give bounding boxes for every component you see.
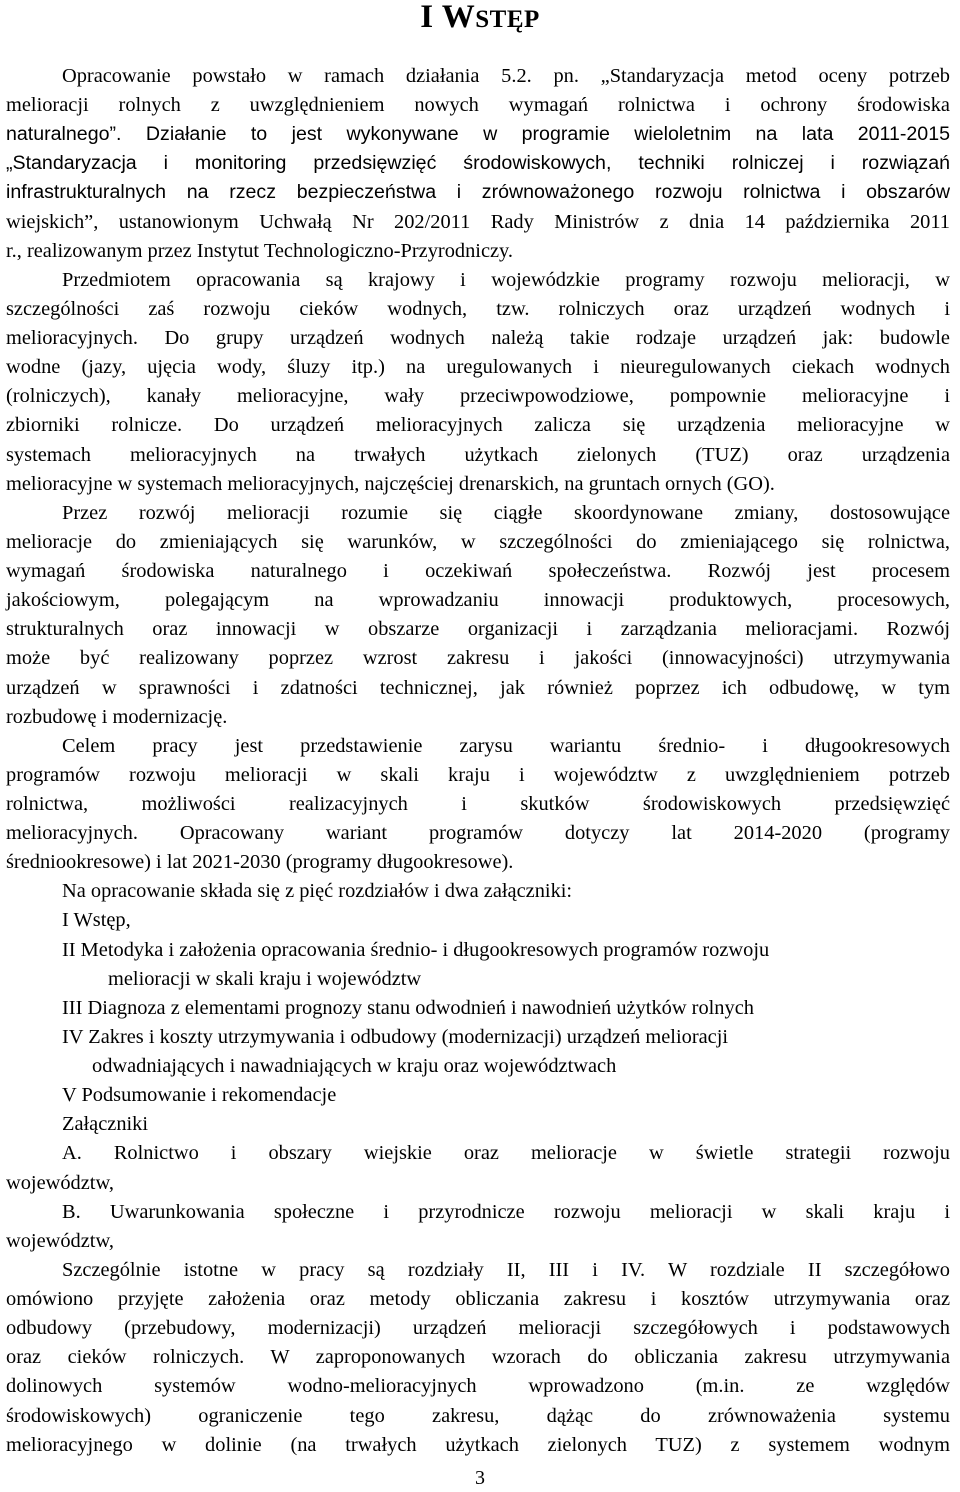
text-line: może być realizowany poprzez wzrost zakresu i jakości (innowacyjności) utrzymywania xyxy=(6,647,950,670)
text-line: naturalnego”. Działanie to jest wykonywane w programie wieloletnim na lata 2011-2015 xyxy=(6,123,950,146)
text-line: szczególności zaś rozwoju cieków wodnych, tzw. rolniczych oraz urządzeń wodnych i xyxy=(6,297,950,320)
text-line: „Standaryzacja i monitoring przedsięwzięć środowiskowych, techniki rolniczej i rozwiązań xyxy=(6,152,950,175)
text-line: (rolniczych), kanały melioracyjne, wały przeciwpowodziowe, pompownie melioracyjne i xyxy=(6,385,950,408)
text-line: odbudowy (przebudowy, modernizacji) urządzeń melioracji szczegółowych i podstawowych xyxy=(6,1317,950,1340)
text-line: Przez rozwój melioracji rozumie się ciągłe skoordynowane zmiany, dostosowujące xyxy=(62,501,950,524)
text-line: I Wstęp, xyxy=(62,909,131,932)
text-line: r., realizowanym przez Instytut Technologiczno-Przyrodniczy. xyxy=(6,239,514,262)
text-line: średniookresowe) i lat 2021-2030 (programy długookresowe). xyxy=(6,851,514,874)
text-line: infrastrukturalnych na rzecz bezpieczeństwa i zrównoważonego rozwoju rolnictwa i obszarów xyxy=(6,181,950,204)
text-line: wodne (jazy, ujęcia wody, śluzy itp.) na uregulowanych i nieuregulowanych ciekach wodnych xyxy=(6,356,950,379)
text-line: melioracyjnych. Do grupy urządzeń wodnych należą takie rodzaje urządzeń jak: budowle xyxy=(6,327,950,350)
text-line: IV Zakres i koszty utrzymywania i odbudowy (modernizacji) urządzeń melioracji xyxy=(62,1025,729,1048)
title-word-first-letter: W xyxy=(441,0,476,35)
text-line: Na opracowanie składa się z pięć rozdziałów i dwa załączniki: xyxy=(62,880,573,903)
text-line: melioracyjne w systemach melioracyjnych, najczęściej drenarskich, na gruntach ornych (GO). xyxy=(6,472,775,495)
page-title xyxy=(0,0,960,39)
text-line: B. Uwarunkowania społeczne i przyrodnicze rozwoju melioracji w skali kraju i xyxy=(62,1200,950,1223)
text-line: Załączniki xyxy=(62,1113,149,1136)
text-line: A. Rolnictwo i obszary wiejskie oraz melioracje w świetle strategii rozwoju xyxy=(62,1142,950,1165)
title-word-rest: STĘP xyxy=(475,6,540,33)
text-line: melioracje do zmieniających się warunków, w szczególności do zmieniającego się rolnictwa, xyxy=(6,530,950,553)
text-line: odwadniających i nawadniających w kraju oraz województwach xyxy=(92,1055,617,1078)
text-line: jakościowym, polegającym na wprowadzaniu innowacji produktowych, procesowych, xyxy=(6,589,950,612)
text-line: programów rozwoju melioracji w skali kraju i województw z uwzględnieniem potrzeb xyxy=(6,763,950,786)
text-line: V Podsumowanie i rekomendacje xyxy=(62,1084,337,1107)
text-line: Celem pracy jest przedstawienie zarysu wariantu średnio- i długookresowych xyxy=(62,734,950,757)
text-line: województw, xyxy=(6,1171,114,1194)
text-line: oraz cieków rolniczych. W zaproponowanych wzorach do obliczania zakresu utrzymywania xyxy=(6,1346,950,1369)
text-line: Szczególnie istotne w pracy są rozdziały II, III i IV. W rozdziale II szczegółowo xyxy=(62,1258,950,1281)
text-line: środowiskowych) ograniczenie tego zakresu, dążąc do zrównoważenia systemu xyxy=(6,1404,950,1427)
text-line: województw, xyxy=(6,1229,114,1252)
text-line: strukturalnych oraz innowacji w obszarze organizacji i zarządzania melioracjami. Rozwój xyxy=(6,618,950,641)
text-line: dolinowych systemów wodno-melioracyjnych wprowadzono (m.in. ze względów xyxy=(6,1375,950,1398)
text-line: wiejskich”, ustanowionym Uchwałą Nr 202/2011 Rady Ministrów z dnia 14 października 2011 xyxy=(6,210,950,233)
text-line: urządzeń w sprawności i zdatności technicznej, jak również poprzez ich odbudowę, w tym xyxy=(6,676,950,699)
text-line: rolnictwa, możliwości realizacyjnych i skutków środowiskowych przedsięwzięć xyxy=(6,793,950,815)
text-line: omówiono przyjęte założenia oraz metody obliczania zakresu i kosztów utrzymywania oraz xyxy=(6,1288,950,1311)
text-line: systemach melioracyjnych na trwałych użytkach zielonych (TUZ) oraz urządzenia xyxy=(6,443,950,466)
text-line: Przedmiotem opracowania są krajowy i wojewódzkie programy rozwoju melioracji, w xyxy=(62,268,950,291)
text-line: III Diagnoza z elementami prognozy stanu odwodnień i nawodnień użytków rolnych xyxy=(62,996,754,1019)
text-line: melioracyjnego w dolinie (na trwałych użytkach zielonych TUZ) z systemem wodnym xyxy=(6,1433,950,1456)
text-line: melioracji rolnych z uwzględnieniem nowych wymagań rolnictwa i ochrony środowiska xyxy=(6,94,950,117)
text-line: melioracyjnych. Opracowany wariant programów dotyczy lat 2014-2020 (programy xyxy=(6,822,950,845)
text-line: melioracji w skali kraju i województw xyxy=(108,967,422,990)
text-line: rozbudowę i modernizację. xyxy=(6,705,228,728)
text-line: Opracowanie powstało w ramach działania 5.2. pn. „Standaryzacja metod oceny potrzeb xyxy=(62,65,950,87)
title-numeral: I xyxy=(420,0,434,35)
text-line: II Metodyka i założenia opracowania średnio- i długookresowych programów rozwoju xyxy=(62,938,770,961)
text-line: wymagań środowiska naturalnego i oczekiwań społeczeństwa. Rozwój jest procesem xyxy=(6,560,950,583)
text-line: zbiorniki rolnicze. Do urządzeń melioracyjnych zalicza się urządzenia melioracyjne w xyxy=(6,414,950,437)
page-number: 3 xyxy=(475,1467,485,1489)
